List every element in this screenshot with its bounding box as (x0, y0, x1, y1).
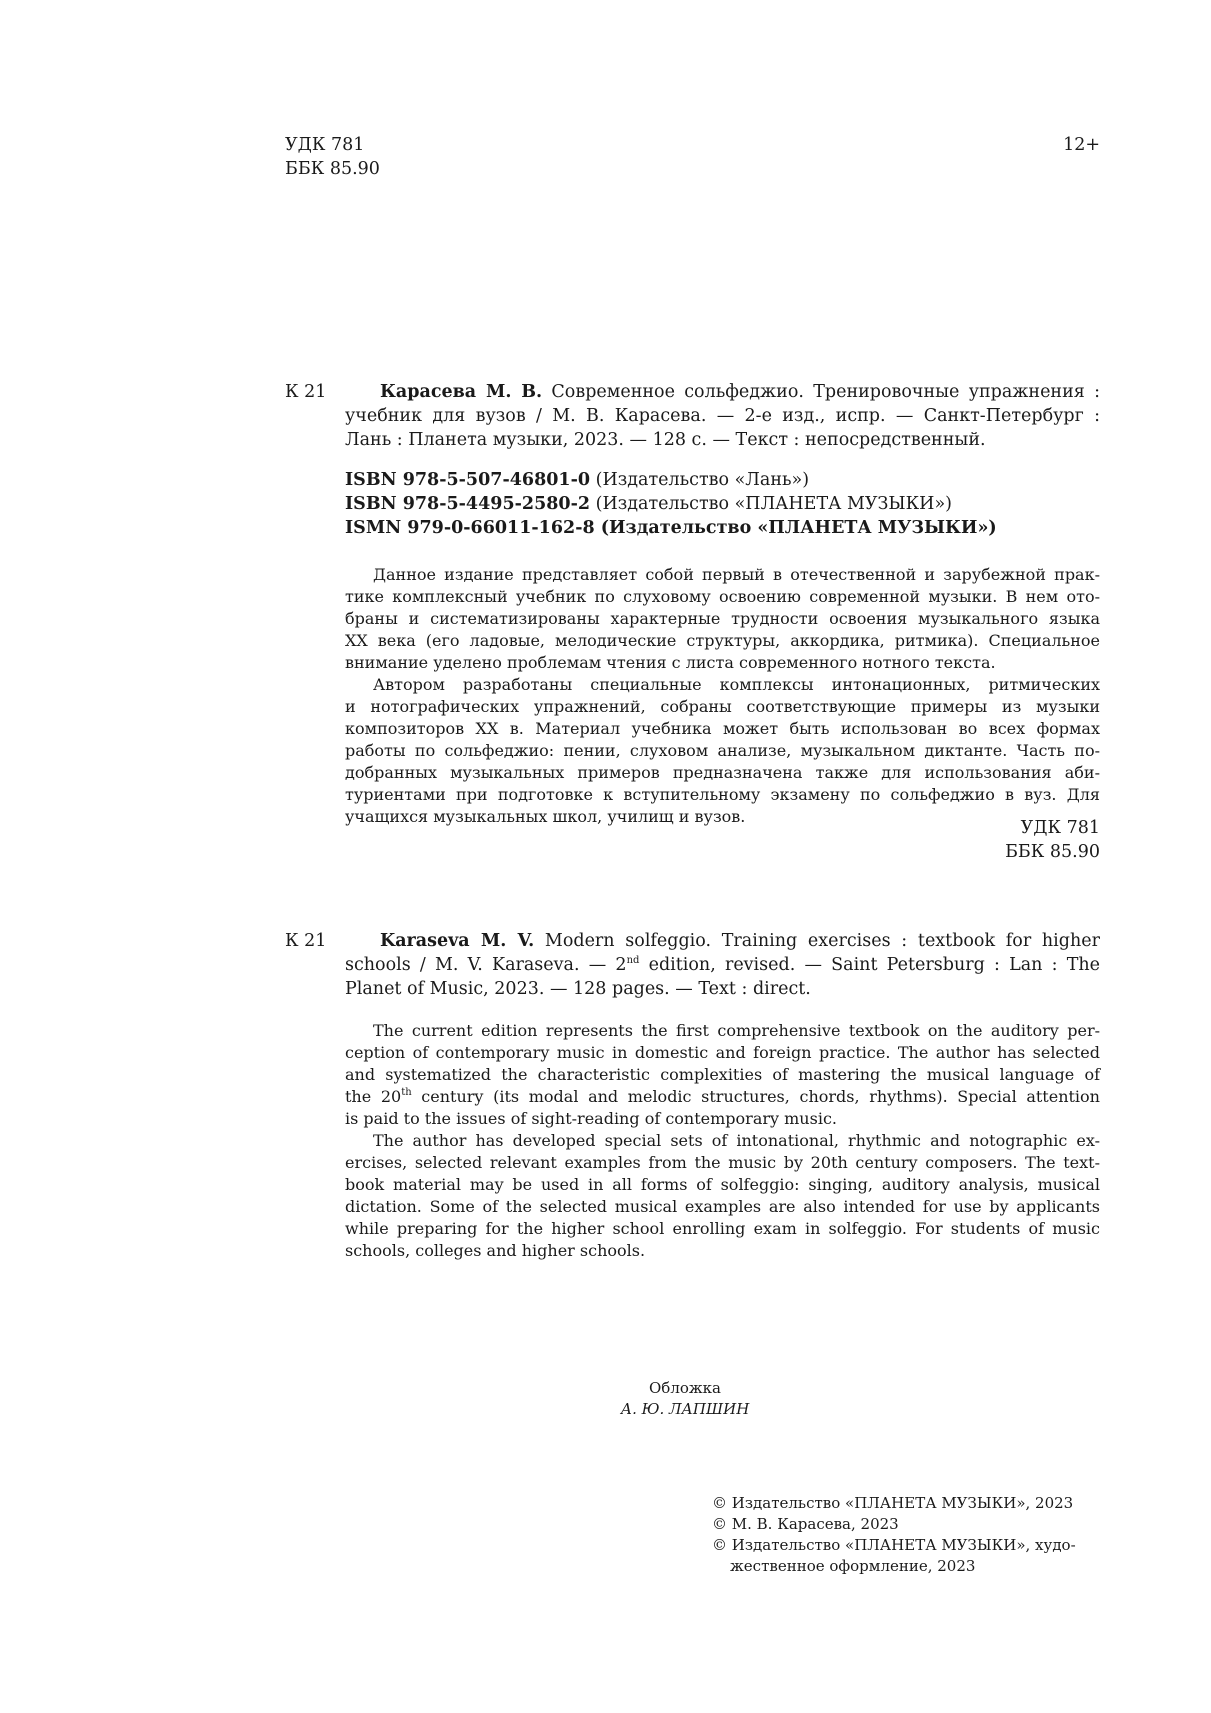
ru-record-line-1: Карасева М. В. Современное сольфеджио. Тренировочные упражнения : (380, 382, 1100, 402)
copyright-line-2: © М. В. Карасева, 2023 (712, 1515, 899, 1533)
en-record-line-1: Karaseva M. V. Modern solfeggio. Training exercises : textbook for higher (380, 931, 1100, 951)
ru-record-line-2: учебник для вузов / М. В. Карасева. — 2-е изд., испр. — Санкт-Петербург : (345, 406, 1100, 426)
en-record-code: К 21 (285, 931, 327, 951)
en-record-line-2: schools / M. V. Karaseva. — 2nd edition, revised. — Saint Petersburg : Lan : The (345, 955, 1100, 975)
copyright-line-4: жественное оформление, 2023 (730, 1557, 976, 1575)
top-classification (285, 133, 380, 181)
ru-bbk: ББК 85.90 (1005, 842, 1100, 862)
top-udk: УДК 781 (285, 135, 365, 155)
ru-record-code: К 21 (285, 382, 327, 402)
ismn: ISMN 979-0-66011-162-8 (Издательство «ПЛАНЕТА МУЗЫКИ») (345, 518, 997, 538)
isbn-1: ISBN 978-5-507-46801-0 (Издательство «Лань») (345, 470, 810, 490)
cover-label: Обложка (648, 1379, 721, 1397)
en-record-line-3: Planet of Music, 2023. — 128 pages. — Text : direct. (345, 979, 811, 999)
en-abstract (345, 1020, 1100, 1262)
copyright-block (712, 1493, 1100, 1577)
ru-abstract-paragraph-1: Данное издание представляет собой первый в отечественной и зарубежной прак- тике комплексный учебник по слуховому освоению современной музыки. В нем ото- браны и систематизированы характерные трудности освоения музыкального языка XX века (его ладовые, мелодические структуры, аккордика, ритмика). Специальное внимание уделено проблемам чтения с листа современного нотного текста. (345, 565, 1100, 672)
ru-record-author: Карасева М. В. (380, 382, 543, 402)
copyright-line-3: © Издательство «ПЛАНЕТА МУЗЫКИ», худо- (712, 1536, 1076, 1554)
isbn-2: ISBN 978-5-4495-2580-2 (Издательство «ПЛАНЕТА МУЗЫКИ») (345, 494, 952, 514)
en-abstract-paragraph-2: The author has developed special sets of intonational, rhythmic and notographic ex- ercises, selected relevant examples from the music by 20th century composers. The text- book material may be used in all forms of solfeggio: singing, auditory analysis, musical dictation. Some of the selected musical examples are also intended for use by applicants while preparing for the higher school enrolling exam in solfeggio. For students of music schools, colleges and higher schools. (345, 1131, 1100, 1260)
ru-classification (980, 816, 1100, 864)
ru-udk: УДК 781 (1020, 818, 1100, 838)
ru-abstract-paragraph-2: Автором разработаны специальные комплексы интонационных, ритмических и нотографических упражнений, собраны соответствующие примеры из музыки композиторов XX в. Материал учебника может быть использован во всех формах работы по сольфеджио: пении, слуховом анализе, музыкальном диктанте. Часть по- добранных музыкальных примеров предназначена также для использования аби- туриентами при подготовке к вступительному экзамену по сольфеджио в вуз. Для учащихся музыкальных школ, училищ и вузов. (345, 675, 1100, 826)
ru-record-description (345, 380, 1100, 452)
ru-abstract (345, 564, 1100, 828)
top-bbk: ББК 85.90 (285, 159, 380, 179)
copyright-line-1: © Издательство «ПЛАНЕТА МУЗЫКИ», 2023 (712, 1494, 1074, 1512)
cover-artist: А. Ю. ЛАПШИН (620, 1400, 750, 1418)
ru-record-line-3: Лань : Планета музыки, 2023. — 128 с. — Текст : непосредственный. (345, 430, 986, 450)
en-record-author: Karaseva M. V. (380, 931, 535, 951)
en-abstract-paragraph-1: The current edition represents the first comprehensive textbook on the auditory per- ception of contemporary music in domestic and foreign practice. The author has selected and systematized the characteristic complexities of mastering the musical language of the 20th century (its modal and melodic structures, chords, rhythms). Special attention is paid to the issues of sight-reading of contemporary music. (345, 1021, 1100, 1128)
cover-credit (540, 1378, 830, 1420)
ru-identifiers (345, 468, 997, 540)
en-record-description (345, 929, 1100, 1001)
age-rating: 12+ (1063, 135, 1100, 155)
